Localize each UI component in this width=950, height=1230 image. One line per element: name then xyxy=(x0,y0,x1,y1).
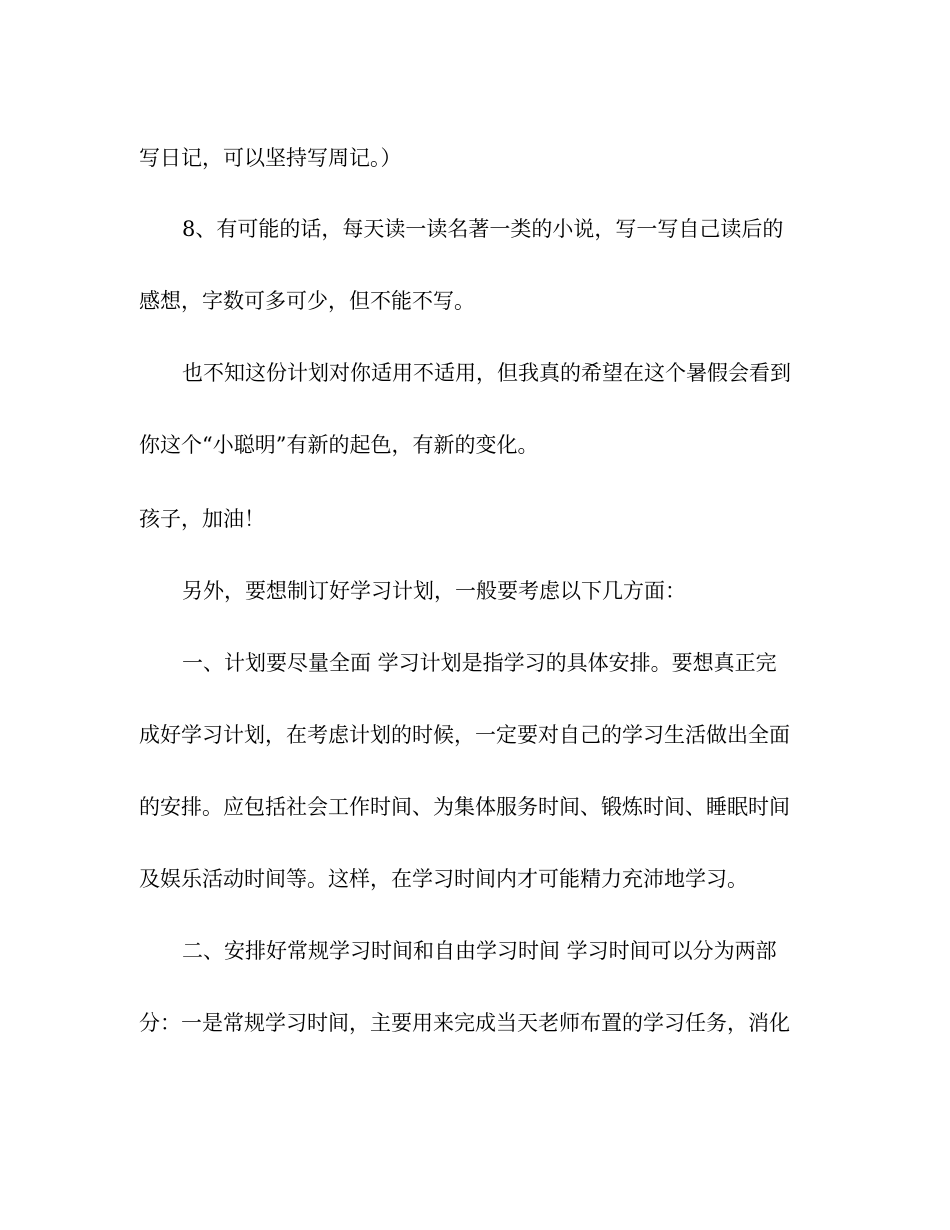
paragraph-start-line: 也不知这份计划对你适用不适用，但我真的希望在这个暑假会看到 xyxy=(182,361,791,385)
paragraph-start-line: 二、安排好常规学习时间和自由学习时间 学习时间可以分为两部 xyxy=(182,939,777,963)
text-line: 分：一是常规学习时间，主要用来完成当天老师布置的学习任务，消化 xyxy=(139,1011,790,1035)
text-line: 你这个“小聪明”有新的起色，有新的变化。 xyxy=(139,433,539,457)
paragraph-start-line: 一、计划要尽量全面 学习计划是指学习的具体安排。要想真正完 xyxy=(182,651,777,675)
paragraph-start-line: 另外，要想制订好学习计划，一般要考虑以下几方面： xyxy=(182,579,686,603)
text-line: 感想，字数可多可少，但不能不写。 xyxy=(139,289,475,313)
text-line: 的安排。应包括社会工作时间、为集体服务时间、锻炼时间、睡眠时间 xyxy=(139,795,790,819)
text-line: 成好学习计划，在考虑计划的时候，一定要对自己的学习生活做出全面 xyxy=(139,723,790,747)
text-line: 写日记，可以坚持写周记。） xyxy=(139,146,402,170)
text-line: 及娱乐活动时间等。这样，在学习时间内才可能精力充沛地学习。 xyxy=(139,867,748,891)
paragraph-start-line: 8、有可能的话，每天读一读名著一类的小说，写一写自己读后的 xyxy=(182,217,784,241)
text-line: 孩子，加油！ xyxy=(139,507,265,531)
